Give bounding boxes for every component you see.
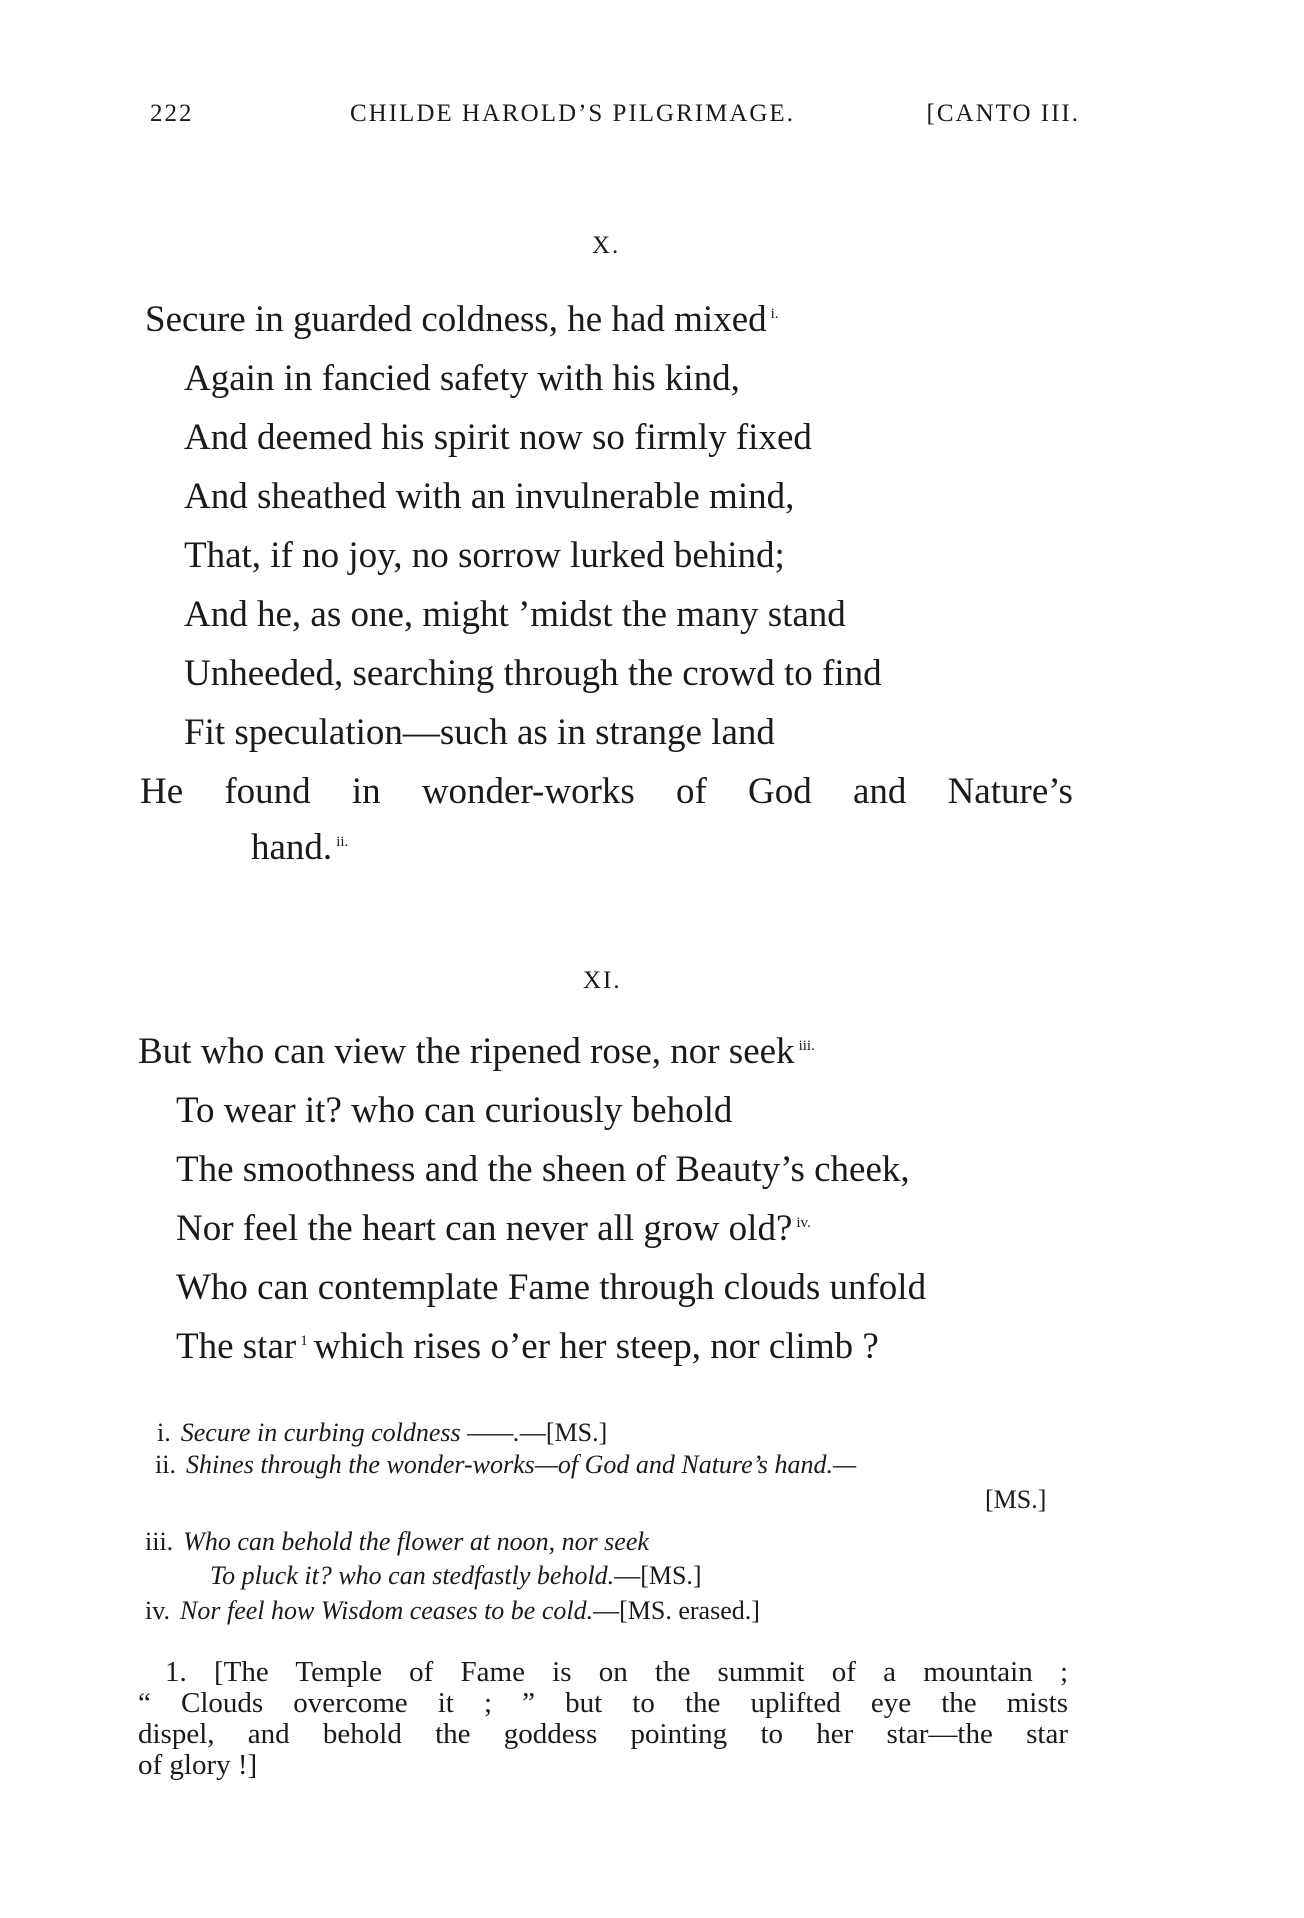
verse-line: The smoothness and the sheen of Beauty’s cheek, <box>176 1149 910 1190</box>
verse-line: Unheeded, searching through the crowd to find <box>184 653 882 694</box>
stanza-number-xi: XI. <box>583 967 622 994</box>
variant-reading-iii: iii. Who can behold the flower at noon, nor seek <box>145 1527 649 1556</box>
variant-reading-iii-cont: To pluck it? who can stedfastly behold.—[MS.] <box>210 1561 702 1590</box>
editorial-footnote: 1. [The Temple of Fame is on the summit of a mountain ; “ Clouds overcome it ; ” but to the uplifted eye the mists dispel, and behold the goddess pointing to her star—the star of glory !] <box>138 1656 1068 1781</box>
verse-line: And deemed his spirit now so firmly fixed <box>184 417 812 458</box>
alexandrine-line: He found in wonder-works of God and Nature’s <box>140 771 1073 812</box>
running-title: CHILDE HAROLD’S PILGRIMAGE. <box>350 100 795 127</box>
verse-line: Nor feel the heart can never all grow old? $^{iv.}$ <box>176 1208 811 1249</box>
variant-marker: i. <box>770 305 779 322</box>
variant-marker: ii. <box>336 833 349 850</box>
footnote-label: 1. <box>165 1656 187 1688</box>
verse-line: To wear it? who can curiously behold <box>176 1090 733 1131</box>
verse-line: But who can view the ripened rose, nor seek $^{iii.}$ <box>138 1031 815 1072</box>
stanza-number-x: X. <box>592 232 621 259</box>
verse-turnover: hand. $^{ii.}$ <box>251 827 349 868</box>
verse-line: And he, as one, might ’midst the many stand <box>184 594 846 635</box>
verse-line: Who can contemplate Fame through clouds unfold <box>176 1267 927 1308</box>
verse-line: And sheathed with an invulnerable mind, <box>184 476 795 517</box>
footnote-reference: 1 <box>300 1332 308 1349</box>
variant-reading-i: i. Secure in curbing coldness ——.—[MS.] <box>157 1418 608 1447</box>
verse-line: That, if no joy, no sorrow lurked behind; <box>184 535 785 576</box>
canto-label: [CANTO III. <box>926 100 1080 127</box>
verse-line: Secure in guarded coldness, he had mixed $^{i.}$ <box>145 299 779 340</box>
variant-marker: iv. <box>796 1214 811 1231</box>
variant-reading-iv: iv. Nor feel how Wisdom ceases to be cold.—[MS. erased.] <box>145 1596 760 1625</box>
verse-line: The star $^1$ which rises o’er her steep, nor climb ? <box>176 1326 879 1367</box>
running-header <box>150 100 1080 140</box>
verse-line: Again in fancied safety with his kind, <box>184 358 740 399</box>
variant-reading-ii-source: [MS.] <box>985 1485 1047 1514</box>
page-number: 222 <box>150 100 194 127</box>
variant-reading-ii: ii. Shines through the wonder-works—of God and Nature’s hand.— <box>155 1450 857 1479</box>
verse-line: Fit speculation—such as in strange land <box>184 712 775 753</box>
variant-marker: iii. <box>798 1037 815 1054</box>
